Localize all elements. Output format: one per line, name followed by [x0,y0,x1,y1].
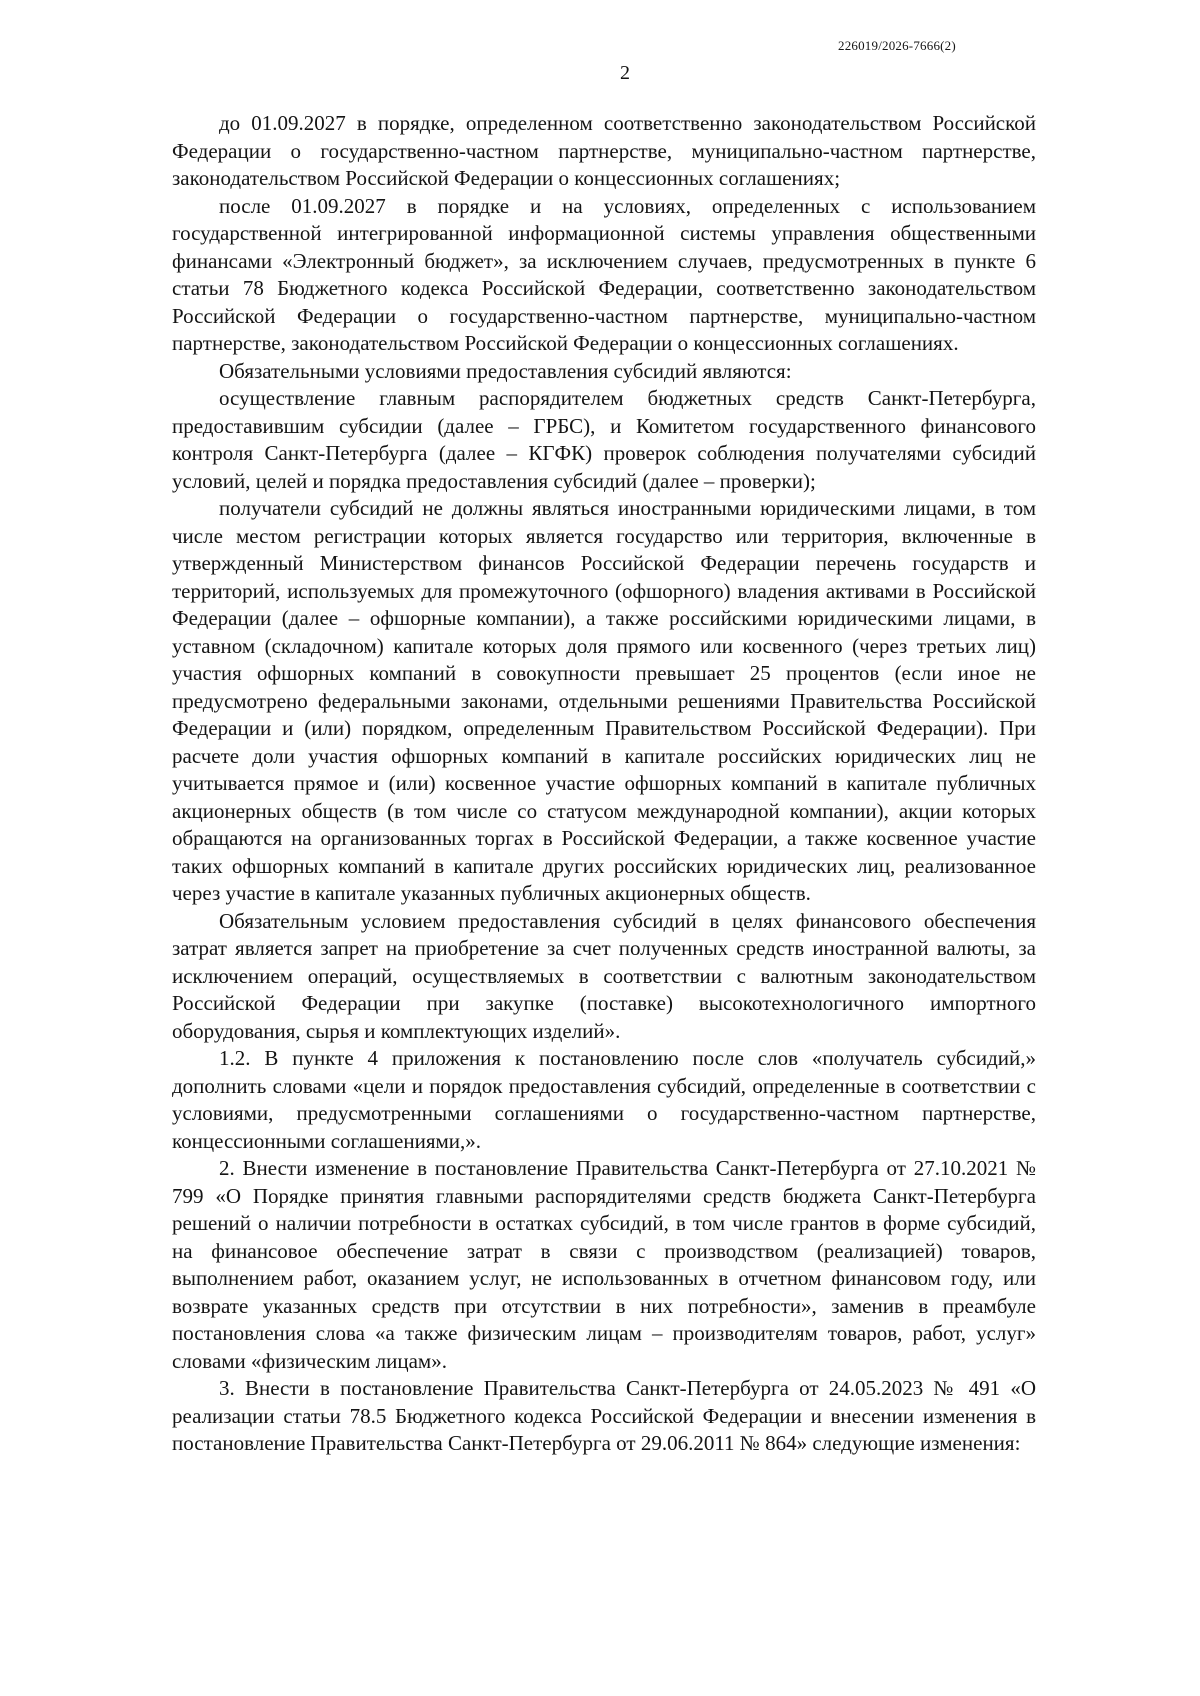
paragraph: Обязательными условиями предоставления субсидий являются: [219,358,792,383]
paragraph: получатели субсидий не должны являться иностранными юридическими лицами, в том числе местом регистрации которых является государство или территория, включенные в утвержденный Министерством финансов Российской Федерации перечень государств и территорий, используемых для промежуточного (офшорного) владения активами в Российской Федерации (далее – офшорные компании), а также российскими юридическими лицами, в уставном (складочном) капитале которых доля прямого или косвенного (через третьих лиц) участия офшорных компаний в совокупности превышает 25 процентов (если иное не предусмотрено федеральными законами, отдельными решениями Правительства Российской Федерации и (или) порядком, определенным Правительством Российской Федерации). При расчете доли участия офшорных компаний в капитале российских юридических лиц не учитывается прямое и (или) косвенное участие офшорных компаний в капитале публичных акционерных обществ (в том числе со статусом международной компании), акции которых обращаются на организованных торгах в Российской Федерации, а также косвенное участие таких офшорных компаний в капитале других российских юридических лиц, реализованное через участие в капитале указанных публичных акционерных обществ. [172,496,1036,905]
paragraph: до 01.09.2027 в порядке, определенном соответственно законодательством Российской Федерации о государственно-частном партнерстве, муниципально-частном партнерстве, законодательством Российской Федерации о концессионных соглашениях; [172,111,1036,190]
paragraph: 2. Внести изменение в постановление Правительства Санкт-Петербурга от 27.10.2021 № 799 «О Порядке принятия главными распорядителями средств бюджета Санкт-Петербурга решений о наличии потребности в остатках субсидий, в том числе грантов в форме субсидий, на финансовое обеспечение затрат в связи с производством (реализацией) товаров, выполнением работ, оказанием услуг, не использованных в отчетном финансовом году, или возврате указанных средств при отсутствии в них потребности», заменив в преамбуле постановления слова «а также физическим лицам – производителям товаров, работ, услуг» словами «физическим лицам». [172,1156,1036,1373]
paragraph: осуществление главным распорядителем бюджетных средств Санкт-Петербурга, предоставившим субсидии (далее – ГРБС), и Комитетом государственного финансового контроля Санкт-Петербурга (далее – КГФК) проверок соблюдения получателями субсидий условий, целей и порядка предоставления субсидий (далее – проверки); [172,386,1036,493]
page-number: 2 [620,62,630,84]
document-id: 226019/2026-7666(2) [838,38,956,53]
paragraph: 1.2. В пункте 4 приложения к постановлению после слов «получатель субсидий,» дополнить словами «цели и порядок предоставления субсидий, определенные в соответствии с условиями, предусмотренными соглашениями о государственно-частном партнерстве, концессионными соглашениями,». [172,1046,1036,1153]
paragraph: Обязательным условием предоставления субсидий в целях финансового обеспечения затрат является запрет на приобретение за счет полученных средств иностранной валюты, за исключением операций, осуществляемых в соответствии с валютным законодательством Российской Федерации при закупке (поставке) высокотехнологичного импортного оборудования, сырья и комплектующих изделий». [172,908,1036,1043]
paragraph: 3. Внести в постановление Правительства Санкт-Петербурга от 24.05.2023 № 491 «О реализации статьи 78.5 Бюджетного кодекса Российской Федерации и внесении изменения в постановление Правительства Санкт-Петербурга от 29.06.2011 № 864» следующие изменения: [172,1376,1036,1455]
document-body [172,110,1036,1458]
paragraph: после 01.09.2027 в порядке и на условиях, определенных с использованием государственной интегрированной информационной системы управления общественными финансами «Электронный бюджет», за исключением случаев, предусмотренных в пункте 6 статьи 78 Бюджетного кодекса Российской Федерации, соответственно законодательством Российской Федерации о государственно-частном партнерстве, муниципально-частном партнерстве, законодательством Российской Федерации о концессионных соглашениях. [172,193,1036,355]
